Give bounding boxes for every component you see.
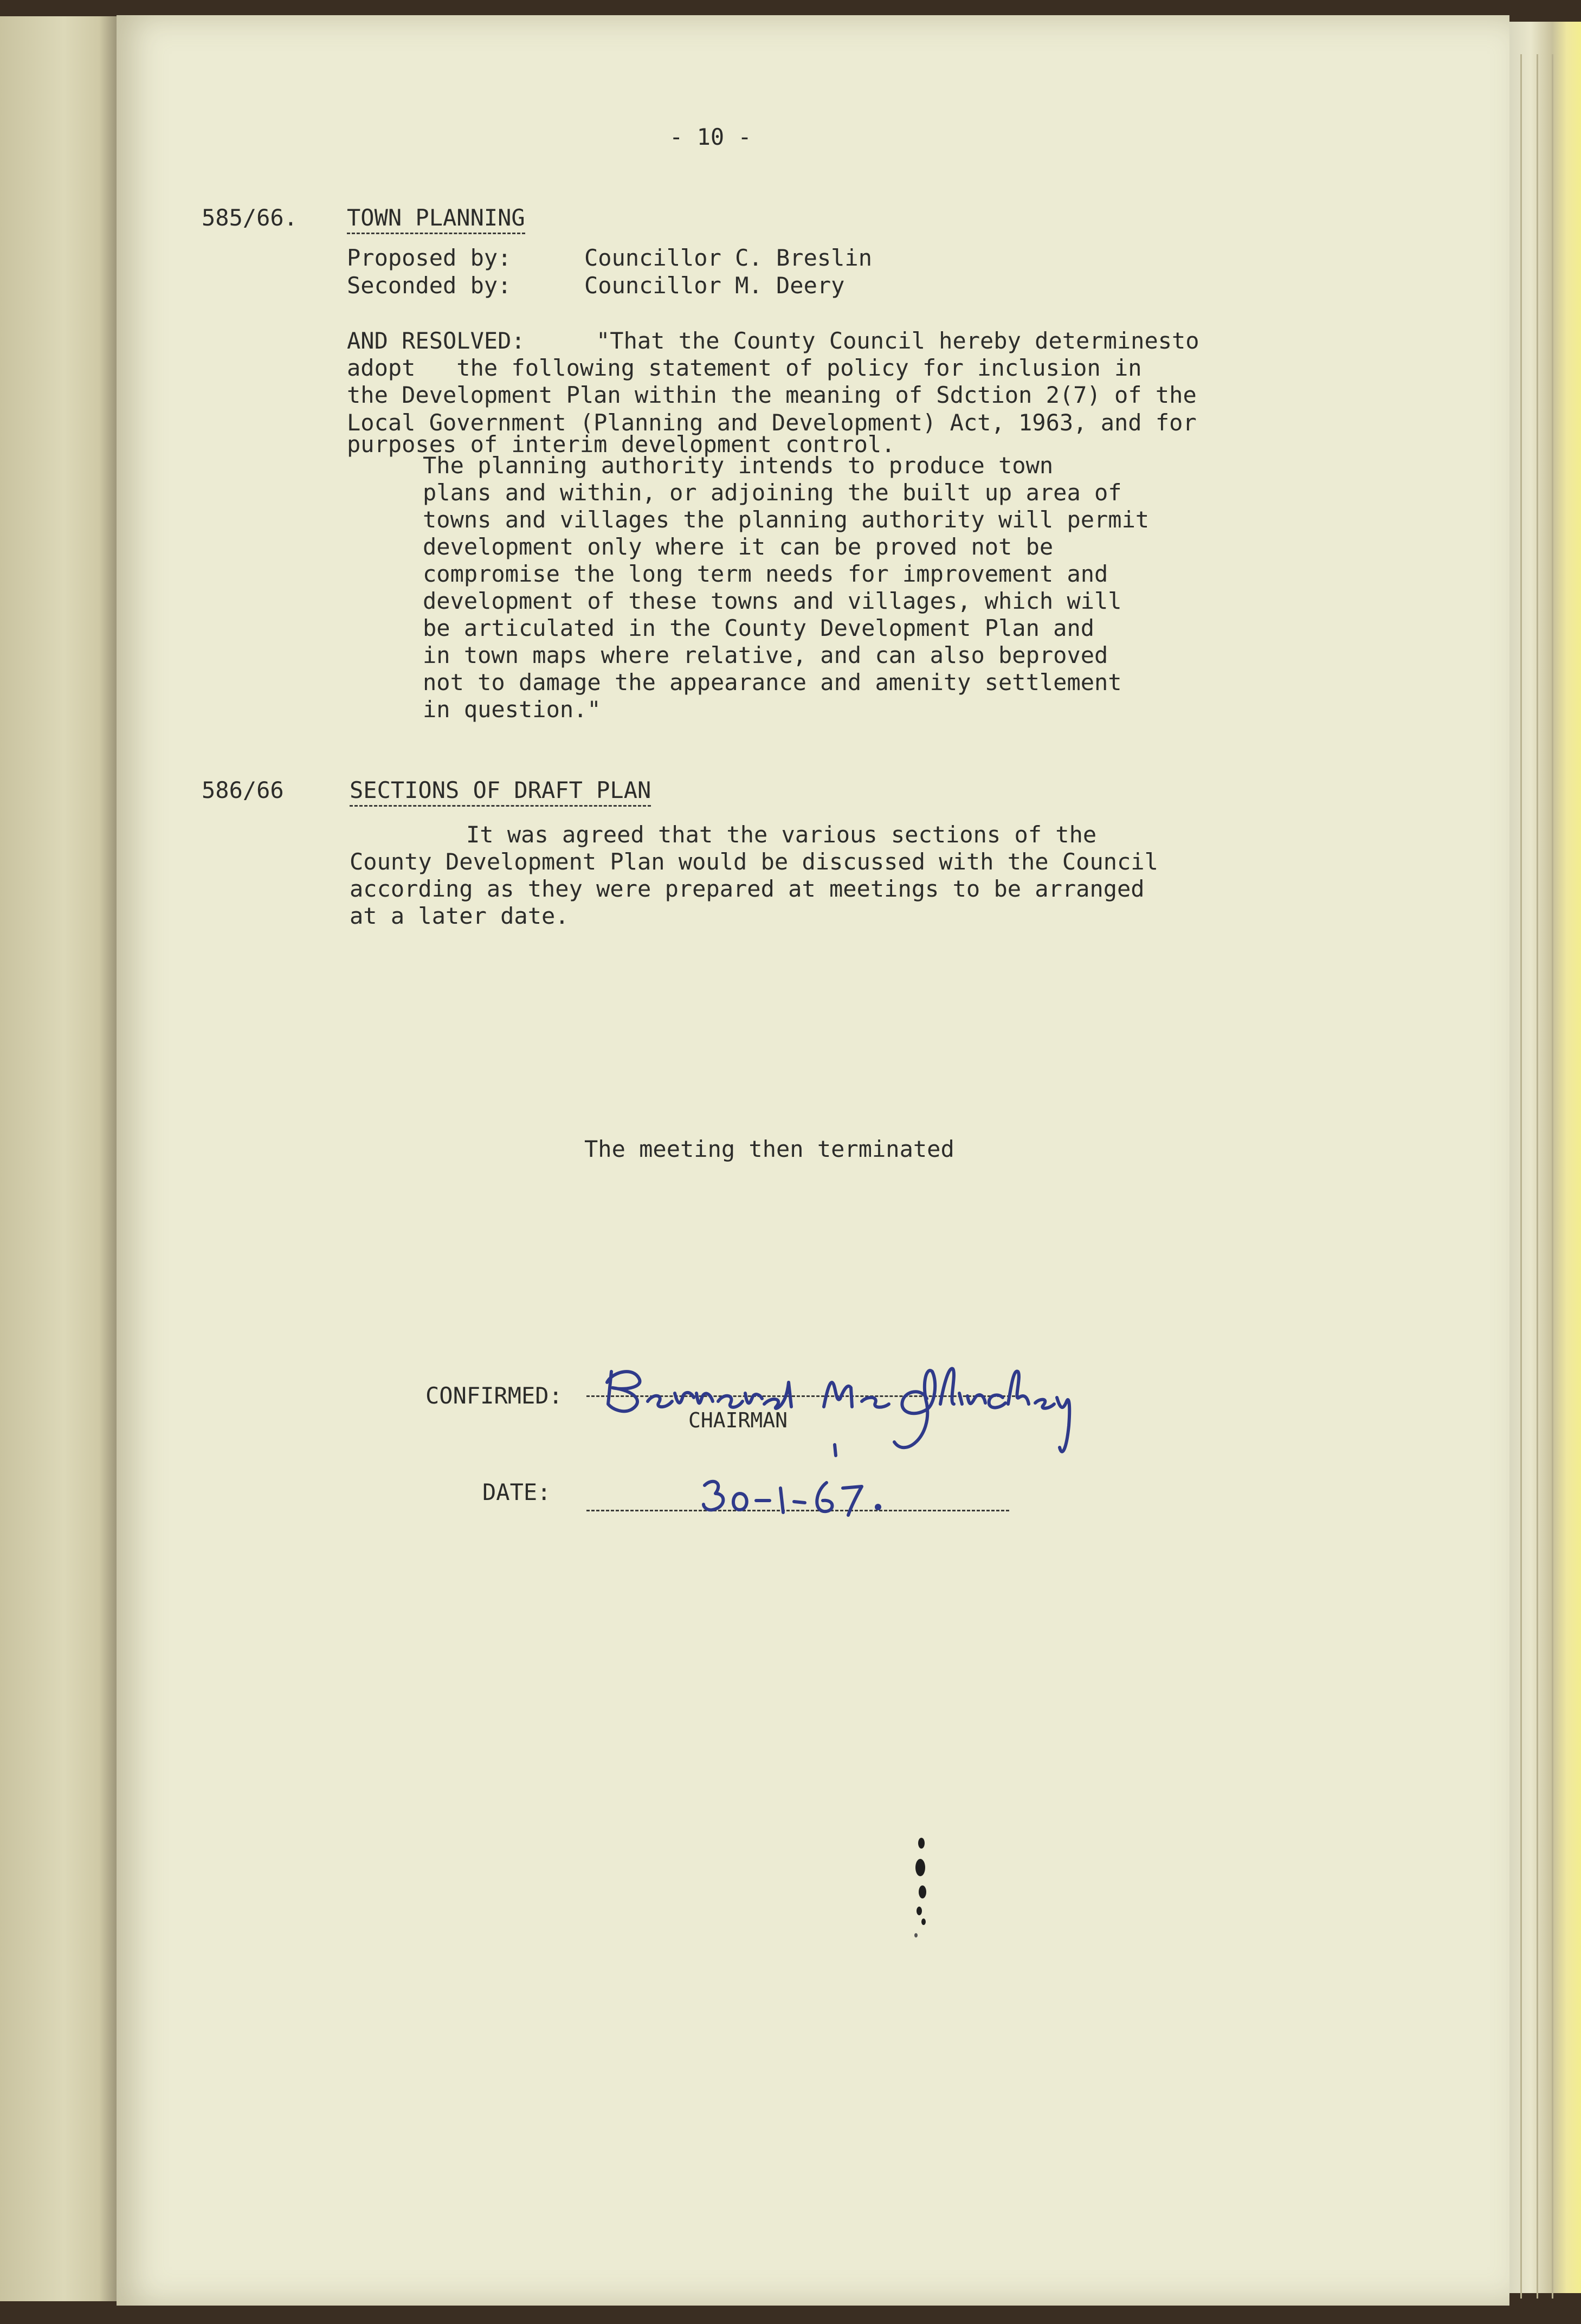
item-number: 586/66 [202, 777, 284, 803]
seconded-name: Councillor M. Deery [584, 272, 845, 299]
body-line: It was agreed that the various sections of the [466, 821, 1097, 848]
item-number: 585/66. [202, 204, 298, 231]
body-line: according as they were prepared at meetings to be arranged [350, 875, 1145, 902]
policy-line: towns and villages the planning authority will permit [423, 506, 1150, 533]
policy-line: not to damage the appearance and amenity settlement [423, 669, 1122, 696]
confirmed-label: CONFIRMED: [425, 1382, 563, 1409]
item-heading: TOWN PLANNING [347, 204, 525, 234]
policy-line: development only where it can be proved not be [423, 533, 1054, 560]
page-edge-line [1552, 54, 1553, 2299]
resolution-line: the Development Plan within the meaning of Sdction 2(7) of the [347, 382, 1197, 408]
policy-line: in town maps where relative, and can also beproved [423, 642, 1108, 668]
policy-line: development of these towns and villages, which will [423, 588, 1122, 614]
handwritten-signature [602, 1350, 1089, 1480]
page-edge-line [1520, 54, 1522, 2299]
facing-page-margin [0, 16, 117, 2301]
proposed-label: Proposed by: [347, 244, 512, 271]
handwritten-date [699, 1469, 916, 1523]
policy-line: compromise the long term needs for improvement and [423, 561, 1108, 587]
resolution-line: adopt the following statement of policy for inclusion in [347, 355, 1142, 381]
body-line: at a later date. [350, 903, 569, 929]
resolution-line: "That the County Council hereby determinesto [596, 327, 1199, 354]
policy-line: The planning authority intends to produce town [423, 452, 1054, 479]
chairman-label: CHAIRMAN [688, 1408, 788, 1432]
page-number: - 10 - [669, 124, 752, 150]
resolution-line: purposes of interim development control. [347, 431, 895, 458]
resolution-line: Local Government (Planning and Development) Act, 1963, and for [347, 409, 1197, 436]
closing-line: The meeting then terminated [584, 1136, 954, 1162]
page-edge-line [1537, 54, 1538, 2299]
body-line: County Development Plan would be discussed with the Council [350, 848, 1158, 875]
policy-line: plans and within, or adjoining the built up area of [423, 479, 1122, 506]
page-edge-stack [1509, 22, 1581, 2293]
proposed-name: Councillor C. Breslin [584, 244, 873, 271]
ink-smudge [900, 1827, 938, 1952]
policy-line: be articulated in the County Development Plan and [423, 615, 1095, 641]
resolved-label: AND RESOLVED: [347, 327, 525, 354]
policy-line: in question." [423, 696, 601, 723]
item-heading: SECTIONS OF DRAFT PLAN [350, 777, 651, 807]
seconded-label: Seconded by: [347, 272, 512, 299]
date-label: DATE: [482, 1479, 551, 1505]
